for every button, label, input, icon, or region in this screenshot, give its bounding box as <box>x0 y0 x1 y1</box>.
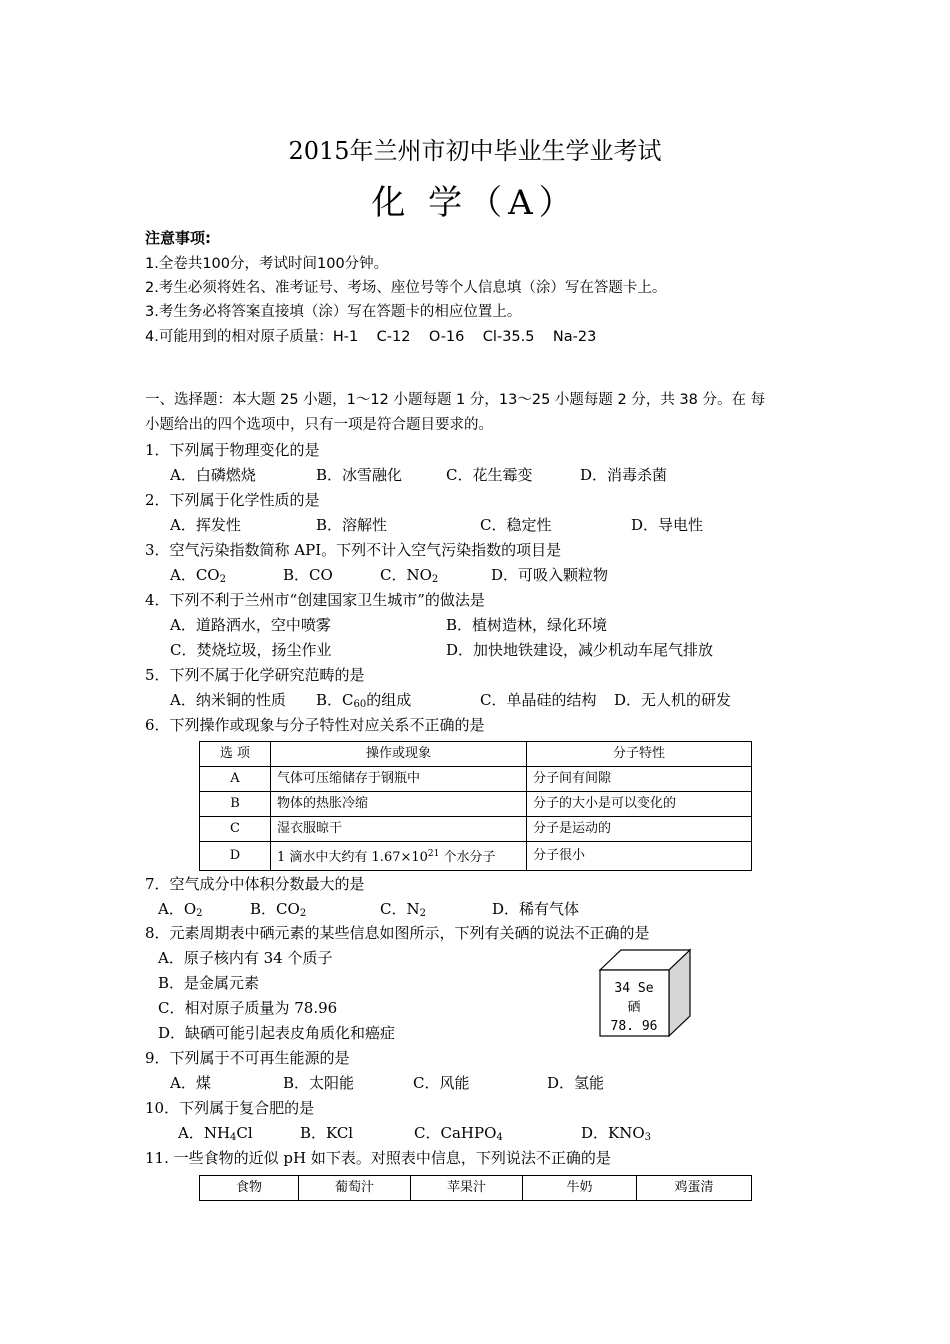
q10-option-b: B．KCl <box>300 1124 354 1142</box>
question-7-stem: 7．空气成分中体积分数最大的是 <box>145 875 365 893</box>
q4-option-b: B．植树造林，绿化环境 <box>446 616 608 634</box>
q4-option-c: C．焚烧垃圾，扬尘作业 <box>170 641 332 659</box>
table-cell-property: 分子的大小是可以变化的 <box>527 792 752 817</box>
section-1-instructions: 一、选择题：本大题 25 小题，1～12 小题每题 1 分，13～25 小题每题 2 分，共 38 分。在 每 <box>145 392 766 408</box>
q2-option-d: D．导电性 <box>631 516 704 534</box>
q10-option-d: D．$KNO_3$ <box>581 1124 652 1143</box>
q9-option-a: A．煤 <box>170 1074 211 1092</box>
q1-option-a: A．白磷燃烧 <box>170 466 256 484</box>
q9-option-d: D．氢能 <box>547 1074 605 1092</box>
table-header-cell: 牛奶 <box>523 1176 637 1201</box>
notice-item-4: 4.可能用到的相对原子质量：H-1 C-12 O-16 Cl-35.5 Na-23 <box>145 329 597 345</box>
section-1-instructions-cont: 小题给出的四个选项中，只有一项是符合题目要求的。 <box>145 417 493 433</box>
q2-option-c: C．稳定性 <box>480 516 552 534</box>
table-header-row <box>200 742 752 767</box>
table-row <box>200 817 752 842</box>
question-5-stem: 5．下列不属于化学研究范畴的是 <box>145 666 365 684</box>
q9-option-c: C．风能 <box>413 1074 470 1092</box>
question-4-stem: 4．下列不利于兰州市“创建国家卫生城市”的做法是 <box>145 591 485 609</box>
question-10-stem: 10．下列属于复合肥的是 <box>145 1099 315 1117</box>
q7-option-a: A．$O_2$ <box>158 900 203 919</box>
q2-option-a: A．挥发性 <box>170 516 241 534</box>
q5-option-d: D．无人机的研发 <box>614 691 732 709</box>
q7-option-c: C．$N_2$ <box>380 900 426 919</box>
q8-option-b: B．是金属元素 <box>158 974 260 992</box>
table-cell-phenomenon: 1 滴水中大约有 $1.67\times 10^{21}$ 个水分子 <box>271 842 527 871</box>
question-9-stem: 9．下列属于不可再生能源的是 <box>145 1049 350 1067</box>
notice-heading: 注意事项: <box>145 229 211 247</box>
table-header-row <box>200 1176 752 1201</box>
table-cell-option: D <box>200 842 271 871</box>
table-header-cell: 分子特性 <box>527 742 752 767</box>
q11-ph-table <box>199 1175 752 1201</box>
q3-option-c: C．$NO_2$ <box>380 566 439 585</box>
exam-title: 2015年兰州市初中毕业生学业考试 <box>288 137 662 165</box>
q5-option-b: B．$C_{60}$的组成 <box>316 691 412 710</box>
q4-option-d: D．加快地铁建设，减少机动车尾气排放 <box>446 641 714 659</box>
table-cell-option: B <box>200 792 271 817</box>
table-header-cell: 操作或现象 <box>271 742 527 767</box>
q10-option-a: A．$NH_4Cl$ <box>178 1124 253 1143</box>
question-2-stem: 2．下列属于化学性质的是 <box>145 491 320 509</box>
q5-option-c: C．单晶硅的结构 <box>480 691 597 709</box>
table-header-cell: 葡萄汁 <box>299 1176 411 1201</box>
notice-item-3: 3.考生务必将答案直接填（涂）写在答题卡的相应位置上。 <box>145 304 522 320</box>
q2-option-b: B．溶解性 <box>316 516 388 534</box>
exam-subtitle: 化 学（A） <box>371 183 579 223</box>
element-name: 硒 <box>627 1000 641 1015</box>
table-header-cell: 鸡蛋清 <box>637 1176 752 1201</box>
q8-option-d: D．缺硒可能引起表皮角质化和癌症 <box>158 1024 396 1042</box>
table-header-cell: 苹果汁 <box>411 1176 523 1201</box>
question-3-stem: 3．空气污染指数简称 API。下列不计入空气污染指数的项目是 <box>145 541 562 559</box>
notice-item-1: 1.全卷共100分，考试时间100分钟。 <box>145 256 389 272</box>
table-row <box>200 792 752 817</box>
question-11-stem: 11. 一些食物的近似 pH 如下表。对照表中信息，下列说法不正确的是 <box>145 1149 611 1167</box>
table-cell-phenomenon: 湿衣服晾干 <box>271 817 527 842</box>
q7-option-d: D．稀有气体 <box>492 900 580 918</box>
q8-option-a: A．原子核内有 34 个质子 <box>158 949 333 967</box>
q5-option-a: A．纳米铜的性质 <box>170 691 286 709</box>
table-cell-property: 分子很小 <box>527 842 752 871</box>
table-cell-phenomenon: 物体的热胀冷缩 <box>271 792 527 817</box>
table-header-cell: 选 项 <box>200 742 271 767</box>
question-8-stem: 8．元素周期表中硒元素的某些信息如图所示，下列有关硒的说法不正确的是 <box>145 924 650 942</box>
q8-option-c: C．相对原子质量为 78.96 <box>158 999 338 1017</box>
q3-option-d: D．可吸入颗粒物 <box>491 566 609 584</box>
notice-item-2: 2.考生必须将姓名、准考证号、考场、座位号等个人信息填（涂）写在答题卡上。 <box>145 280 667 296</box>
table-cell-option: C <box>200 817 271 842</box>
table-cell-property: 分子是运动的 <box>527 817 752 842</box>
q3-option-a: A．$CO_2$ <box>170 566 226 585</box>
table-header-cell: 食物 <box>200 1176 299 1201</box>
question-6-stem: 6．下列操作或现象与分子特性对应关系不正确的是 <box>145 716 485 734</box>
table-cell-phenomenon: 气体可压缩储存于钢瓶中 <box>271 767 527 792</box>
q1-option-c: C．花生霉变 <box>446 466 533 484</box>
q9-option-b: B．太阳能 <box>283 1074 355 1092</box>
table-cell-option: A <box>200 767 271 792</box>
q4-option-a: A．道路洒水，空中喷雾 <box>170 616 331 634</box>
q1-option-d: D．消毒杀菌 <box>580 466 668 484</box>
q1-option-b: B．冰雪融化 <box>316 466 403 484</box>
table-row <box>200 767 752 792</box>
q6-table <box>199 741 752 871</box>
q7-option-b: B．$CO_2$ <box>250 900 307 919</box>
question-1-stem: 1．下列属于物理变化的是 <box>145 441 320 459</box>
element-mass: 78. 96 <box>610 1019 658 1034</box>
element-symbol: 34 Se <box>614 981 654 996</box>
table-row <box>200 842 752 871</box>
q10-option-c: C．CaHPO$_4$ <box>414 1124 503 1143</box>
q3-option-b: B．CO <box>283 566 333 584</box>
table-cell-property: 分子间有间隙 <box>527 767 752 792</box>
